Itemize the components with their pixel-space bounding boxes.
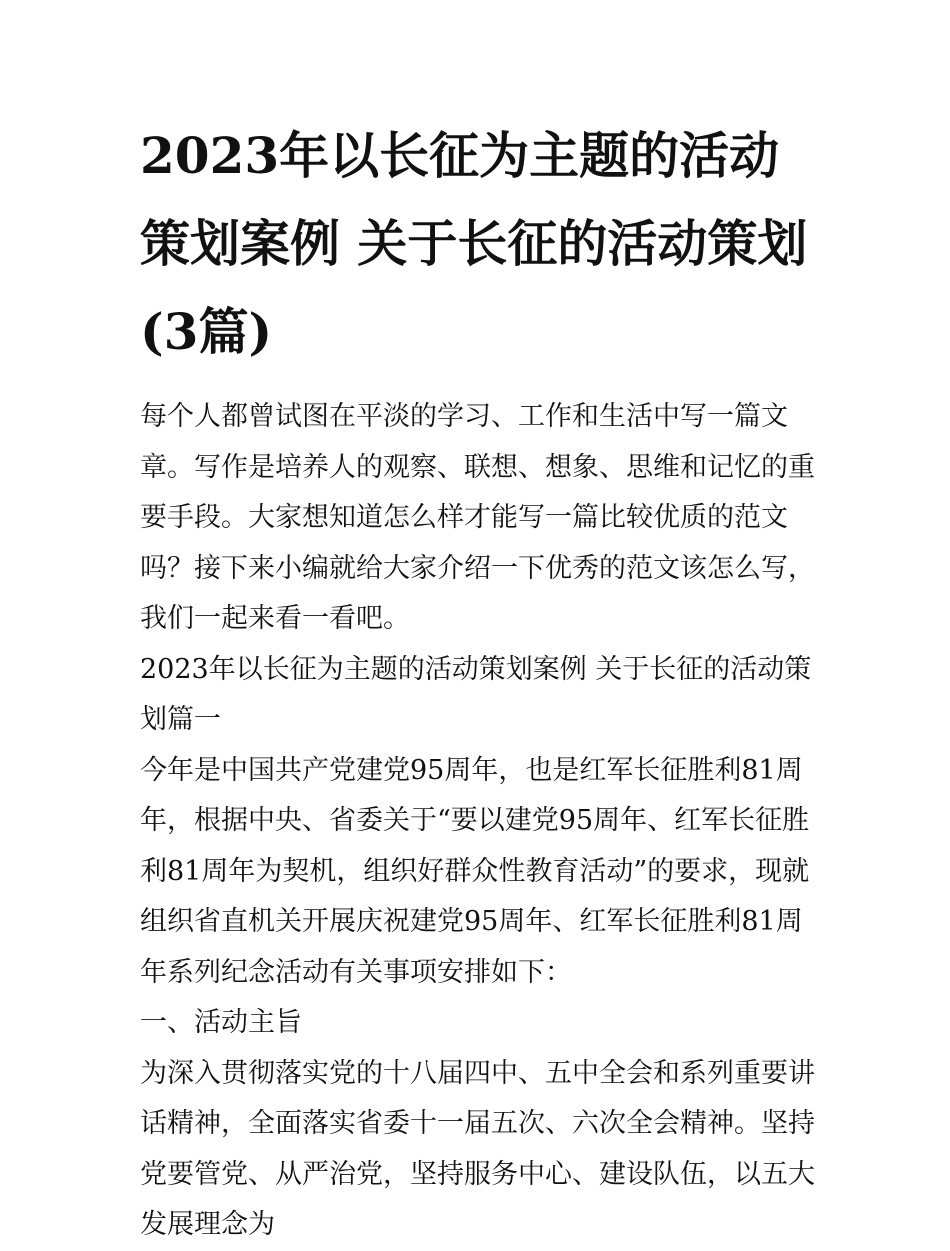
section-heading: 2023年以长征为主题的活动策划案例 关于长征的活动策划篇一	[140, 653, 812, 735]
document-title: 2023年以长征为主题的活动策划案例 关于长征的活动策划(3篇)	[140, 126, 808, 361]
document-page	[140, 112, 815, 1251]
body-paragraph: 今年是中国共产党建党95周年，也是红军长征胜利81周年，根据中央、省委关于“要以建党95周年、红军长征胜利81周年为契机，组织好群众性教育活动”的要求，现就组织省直机关开展庆祝建党95周年、红军长征胜利81周年系列纪念活动有关事项安排如下：	[140, 754, 810, 988]
body-paragraph: 为深入贯彻落实党的十八届四中、五中全会和系列重要讲话精神，全面落实省委十一届五次、六次全会精神。坚持党要管党、从严治党，坚持服务中心、建设队伍，以五大发展理念为	[140, 1057, 815, 1240]
document-body	[140, 392, 815, 1251]
subsection-heading: 一、活动主旨	[140, 1007, 302, 1038]
intro-paragraph: 每个人都曾试图在平淡的学习、工作和生活中写一篇文章。写作是培养人的观察、联想、想象、思维和记忆的重要手段。大家想知道怎么样才能写一篇比较优质的范文吗？接下来小编就给大家介绍一下优秀的范文该怎么写，我们一起来看一看吧。	[140, 401, 815, 634]
